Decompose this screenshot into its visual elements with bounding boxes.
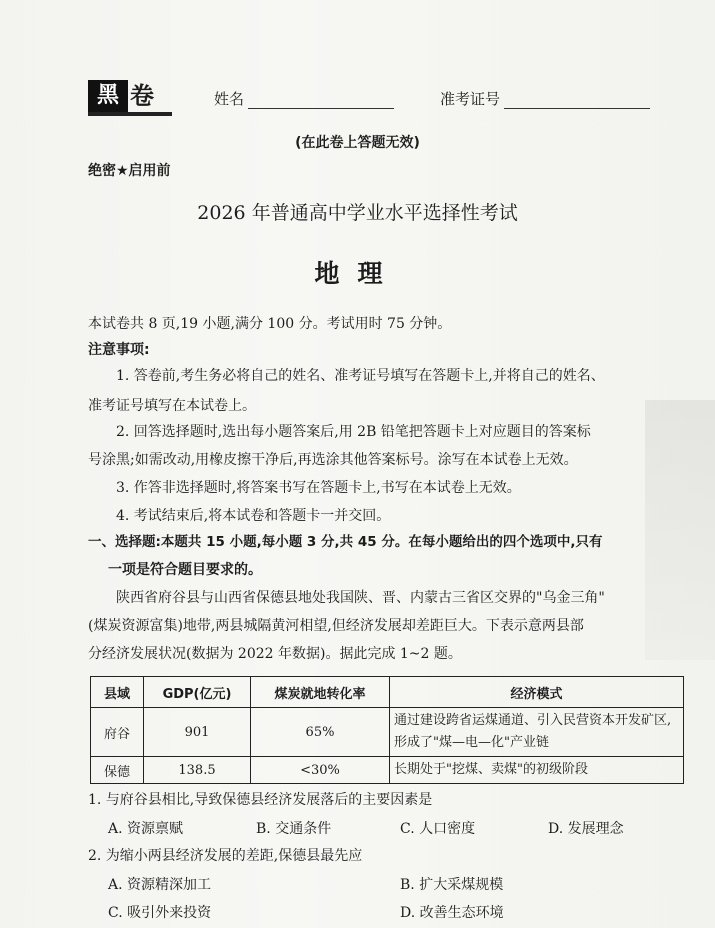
county-economy-table <box>90 676 684 784</box>
table-cell: 通过建设跨省运煤通道、引入民营资本开发矿区,形成了"煤—电—化"产业链 <box>390 708 684 757</box>
logo-char-2: 卷 <box>130 82 154 110</box>
table-cell: 保德 <box>91 757 144 784</box>
logo-book-base <box>88 112 172 116</box>
question-2-stem: 2. 为缩小两县经济发展的差距,保德县最先应 <box>88 848 363 864</box>
passage-line-1: 陕西省府谷县与山西省保德县地处我国陕、晋、内蒙古三省区交界的"乌金三角" <box>116 590 605 606</box>
name-label: 姓名 <box>214 90 245 108</box>
table-header: 经济模式 <box>390 677 684 708</box>
table-header-row <box>91 677 684 708</box>
logo-char-1: 黑 <box>88 80 128 112</box>
q2-option-b[interactable]: B. 扩大采煤规模 <box>400 877 504 893</box>
exam-title: 2026 年普通高中学业水平选择性考试 <box>197 202 518 224</box>
note-2b: 号涂黑;如需改动,用橡皮擦干净后,再选涂其他答案标号。涂写在本试卷上无效。 <box>88 452 578 468</box>
table-header: 县域 <box>91 677 144 708</box>
q2-option-c[interactable]: C. 吸引外来投资 <box>108 905 212 921</box>
note-3: 3. 作答非选择题时,将答案书写在答题卡上,书写在本试卷上无效。 <box>116 480 521 496</box>
name-field <box>214 88 394 109</box>
passage-line-3: 分经济发展状况(数据为 2022 年数据)。据此完成 1~2 题。 <box>88 646 462 662</box>
name-blank[interactable] <box>248 92 394 109</box>
section-1-heading: 一、选择题:本题共 15 小题,每小题 3 分,共 45 分。在每小题给出的四个选项中,只有 <box>88 534 603 550</box>
id-field <box>440 88 650 109</box>
table-header: GDP(亿元) <box>144 677 251 708</box>
table-cell: <30% <box>251 757 390 784</box>
invalid-note: (在此卷上答题无效) <box>295 135 420 151</box>
note-4: 4. 考试结束后,将本试卷和答题卡一并交回。 <box>116 508 391 524</box>
q2-option-a[interactable]: A. 资源精深加工 <box>108 877 212 893</box>
section-1-heading-2: 一项是符合题目要求的。 <box>108 562 262 578</box>
passage-line-2: (煤炭资源富集)地带,两县城隔黄河相望,但经济发展却差距巨大。下表示意两县部 <box>88 618 584 634</box>
table-cell: 府谷 <box>91 708 144 757</box>
secret-label: 绝密★启用前 <box>88 163 171 179</box>
table-row <box>91 708 684 757</box>
q2-option-d[interactable]: D. 改善生态环境 <box>400 905 504 921</box>
notes-title: 注意事项: <box>88 342 150 358</box>
table-cell: 长期处于"挖煤、卖煤"的初级阶段 <box>390 757 684 784</box>
question-1-stem: 1. 与府谷县相比,导致保德县经济发展落后的主要因素是 <box>88 792 433 808</box>
brand-logo <box>88 80 172 114</box>
id-label: 准考证号 <box>440 90 501 108</box>
table-cell: 901 <box>144 708 251 757</box>
q1-option-b[interactable]: B. 交通条件 <box>256 821 332 837</box>
q1-option-a[interactable]: A. 资源禀赋 <box>108 821 184 837</box>
q1-option-d[interactable]: D. 发展理念 <box>548 821 624 837</box>
note-1a: 1. 答卷前,考生务必将自己的姓名、准考证号填写在答题卡上,并将自己的姓名、 <box>116 368 605 384</box>
table-header: 煤炭就地转化率 <box>251 677 390 708</box>
intro-text: 本试卷共 8 页,19 小题,满分 100 分。考试用时 75 分钟。 <box>88 316 452 332</box>
note-1b: 准考证号填写在本试卷上。 <box>88 398 256 414</box>
table-row <box>91 757 684 784</box>
q1-option-c[interactable]: C. 人口密度 <box>400 821 476 837</box>
subject-title: 地理 <box>314 259 401 288</box>
table-cell: 65% <box>251 708 390 757</box>
id-blank[interactable] <box>504 92 650 109</box>
note-2a: 2. 回答选择题时,选出每小题答案后,用 2B 铅笔把答题卡上对应题目的答案标 <box>116 424 591 440</box>
table-cell: 138.5 <box>144 757 251 784</box>
